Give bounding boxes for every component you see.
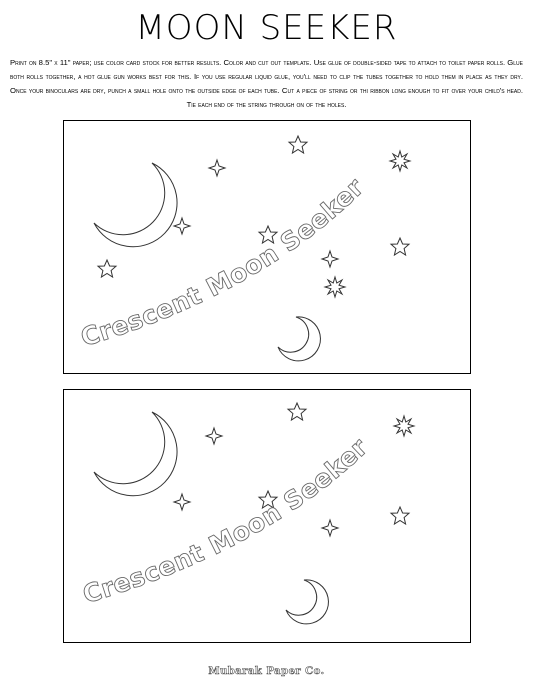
footer-brand: Mubarak Paper Co. [208, 666, 325, 677]
template-label: Crescent Moon Seeker [79, 432, 374, 610]
star-icon [174, 218, 190, 234]
star-icon [391, 507, 409, 524]
star-icon [325, 277, 345, 297]
star-icon [206, 428, 222, 444]
template-panel-2 [63, 389, 471, 643]
template-artwork-1 [64, 121, 470, 373]
star-icon [391, 238, 409, 255]
star-icon [322, 251, 338, 267]
template-label: Crescent Moon Seeker [77, 172, 370, 353]
template-artwork-2 [64, 390, 470, 642]
star-icon [98, 260, 116, 277]
star-icon [289, 136, 307, 153]
star-icon [390, 151, 410, 171]
star-icon [394, 416, 414, 436]
instructions-text: Print on 8.5" x 11" paper; use color card stock for better results. Color and cut out template. Use glue of double-sided tape to attach to toilet paper rolls. Glue both rolls together, a hot glue gun works best for this. If you use regular liquid glue, you'll need to clip the tubes together to hold them in place as they dry. Once your binoculars are dry, punch a small hole onto the outside edge of each tube. Cut a piece of string or thi ribbon long enough to fit over your child's head. Tie each end of the string through on of the holes. [10, 58, 523, 109]
star-icon [209, 160, 225, 176]
crescent-moon-small [278, 317, 320, 361]
star-icon [174, 494, 190, 510]
crescent-moon-large [94, 412, 177, 496]
template-panel-1 [63, 120, 471, 374]
page-title: MOON SEEKER [135, 8, 398, 48]
star-icon [288, 403, 306, 420]
crescent-moon-small [286, 580, 328, 624]
crescent-moon-large [94, 163, 177, 247]
star-icon [322, 520, 338, 536]
